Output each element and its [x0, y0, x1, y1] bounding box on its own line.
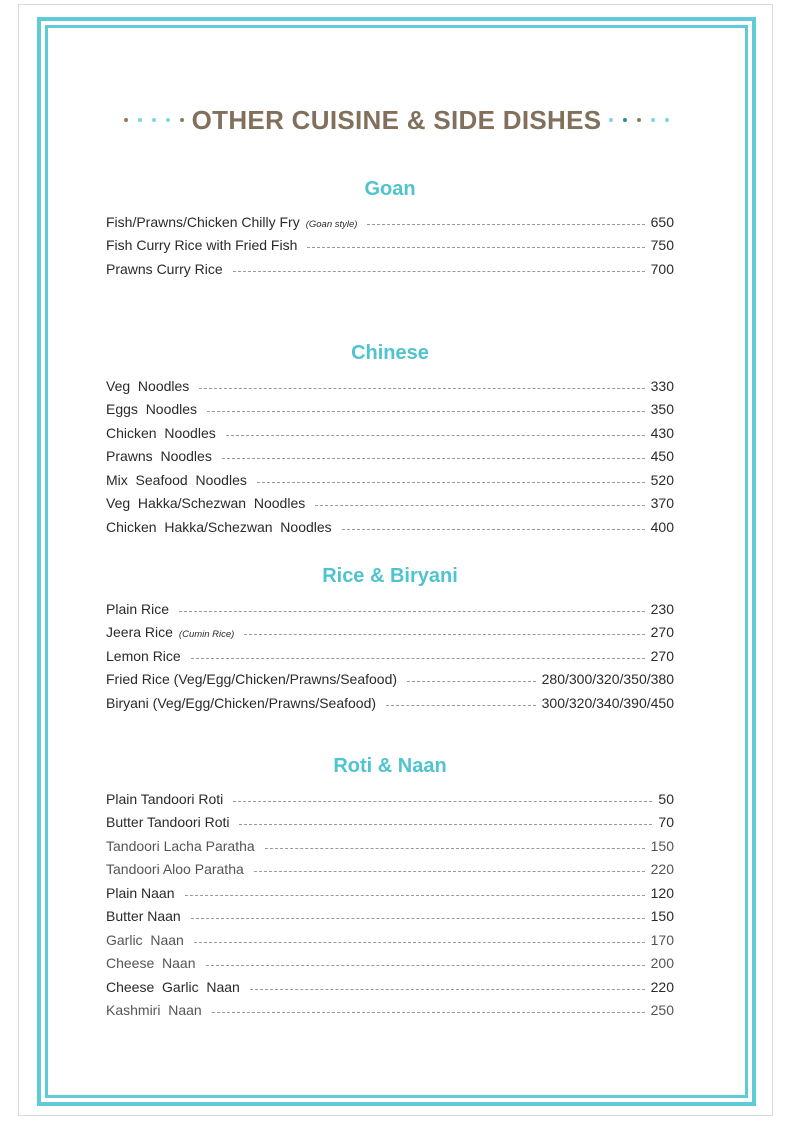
- section-title: Goan: [364, 178, 416, 200]
- item-price: 370: [650, 495, 674, 511]
- section-chinese: [106, 340, 674, 535]
- item-name: Mix Seafood Noodles: [106, 471, 247, 488]
- menu-item: [106, 511, 674, 535]
- item-price: 120: [650, 884, 674, 901]
- section-rice-biryani: [106, 563, 674, 711]
- item-name: Veg Hakka/Schezwan Noodles: [106, 495, 306, 511]
- menu-item: [106, 370, 674, 394]
- dot-icon: [665, 118, 669, 122]
- dotted-leader: [315, 505, 644, 506]
- item-price: 70: [658, 814, 674, 830]
- item-price: 200: [650, 955, 674, 971]
- menu-item: [106, 417, 674, 441]
- section-title: Roti & Naan: [333, 755, 447, 777]
- item-price: 270: [650, 624, 674, 640]
- item-name: Garlic Naan: [106, 931, 184, 948]
- item-name: Jeera Rice: [106, 624, 173, 640]
- menu-item: [106, 206, 674, 230]
- dot-icon: [138, 118, 142, 122]
- item-price: 270: [650, 647, 674, 664]
- item-name: Plain Tandoori Roti: [106, 790, 224, 807]
- item-name: Plain Naan: [106, 884, 175, 901]
- item-price: 520: [650, 471, 674, 488]
- item-price: 220: [650, 861, 674, 877]
- dot-icon: [651, 118, 655, 122]
- item-price: 250: [650, 1002, 674, 1018]
- item-name: Fish Curry Rice with Fried Fish: [106, 237, 298, 253]
- item-name: Butter Naan: [106, 908, 181, 924]
- item-price: 300/320/340/390/450: [541, 694, 674, 711]
- menu-item: [106, 854, 674, 878]
- item-price: 220: [650, 978, 674, 995]
- menu-item: [106, 593, 674, 617]
- item-price: 170: [650, 931, 674, 948]
- item-name: Cheese Naan: [106, 955, 196, 971]
- dotted-leader: [222, 458, 645, 459]
- item-name: Fried Rice (Veg/Egg/Chicken/Prawns/Seafood): [106, 671, 398, 687]
- item-name: Prawns Noodles: [106, 448, 212, 464]
- item-name: Eggs Noodles: [106, 401, 198, 417]
- menu-item: [106, 464, 674, 488]
- item-price: 230: [650, 600, 674, 617]
- item-price: 150: [650, 908, 674, 924]
- menu-item: [106, 783, 674, 807]
- section-title: Rice & Biryani: [322, 565, 458, 587]
- item-name: Prawns Curry Rice: [106, 260, 223, 277]
- menu-item: [106, 901, 674, 925]
- dotted-leader: [250, 989, 645, 990]
- menu-item: [106, 924, 674, 948]
- dotted-leader: [207, 411, 645, 412]
- menu-item: [106, 394, 674, 418]
- menu-item: [106, 877, 674, 901]
- dotted-leader: [367, 224, 644, 225]
- item-name: Chicken Hakka/Schezwan Noodles: [106, 518, 332, 535]
- title-dots-left: [124, 118, 184, 122]
- menu-item: [106, 617, 674, 641]
- item-price: 400: [650, 518, 674, 535]
- dotted-leader: [239, 824, 652, 825]
- page-title-row: [0, 100, 793, 140]
- item-name: Butter Tandoori Roti: [106, 814, 230, 830]
- item-name: Kashmiri Naan: [106, 1002, 202, 1018]
- menu-item: [106, 830, 674, 854]
- item-name: Biryani (Veg/Egg/Chicken/Prawns/Seafood): [106, 694, 377, 711]
- dotted-leader: [386, 705, 536, 706]
- dot-icon: [609, 118, 613, 122]
- dot-icon: [166, 118, 170, 122]
- item-name: Plain Rice: [106, 600, 170, 617]
- item-name: Cheese Garlic Naan: [106, 978, 240, 995]
- dotted-leader: [254, 871, 645, 872]
- dotted-leader: [407, 681, 536, 682]
- dotted-leader: [191, 918, 645, 919]
- dot-icon: [637, 118, 641, 122]
- menu-item: [106, 664, 674, 688]
- item-name: Tandoori Lacha Paratha: [106, 837, 255, 854]
- item-price: 450: [650, 448, 674, 464]
- item-price: 350: [650, 401, 674, 417]
- item-price: 750: [650, 237, 674, 253]
- item-note: (Goan style): [305, 218, 358, 230]
- item-name: Lemon Rice: [106, 647, 181, 664]
- menu-item: [106, 230, 674, 254]
- menu-item: [106, 441, 674, 465]
- item-price: 50: [658, 790, 674, 807]
- dotted-leader: [233, 271, 645, 272]
- dotted-leader: [191, 658, 645, 659]
- item-name: Chicken Noodles: [106, 424, 216, 441]
- menu-item: [106, 640, 674, 664]
- dot-icon: [180, 118, 184, 122]
- section-title: Chinese: [351, 342, 429, 364]
- item-price: 430: [650, 424, 674, 441]
- dotted-leader: [212, 1012, 645, 1013]
- dotted-leader: [185, 895, 645, 896]
- item-price: 330: [650, 377, 674, 394]
- item-price: 280/300/320/350/380: [541, 671, 674, 687]
- dot-icon: [623, 118, 627, 122]
- dotted-leader: [233, 801, 652, 802]
- item-note: (Cumin Rice): [178, 629, 235, 640]
- item-price: 150: [650, 837, 674, 854]
- dotted-leader: [244, 634, 644, 635]
- dot-icon: [124, 118, 128, 122]
- dotted-leader: [342, 529, 645, 530]
- title-dots-right: [609, 118, 669, 122]
- dotted-leader: [307, 247, 644, 248]
- menu-item: [106, 807, 674, 831]
- menu-item: [106, 488, 674, 512]
- dotted-leader: [206, 965, 645, 966]
- dotted-leader: [257, 482, 645, 483]
- menu-item: [106, 948, 674, 972]
- item-name: Tandoori Aloo Paratha: [106, 861, 244, 877]
- section-goan: [106, 176, 674, 277]
- menu-item: [106, 971, 674, 995]
- page-title: OTHER CUISINE & SIDE DISHES: [191, 104, 602, 135]
- item-name: Fish/Prawns/Chicken Chilly Fry: [106, 213, 300, 230]
- menu-item: [106, 253, 674, 277]
- item-name: Veg Noodles: [106, 377, 190, 394]
- section-roti-naan: [106, 753, 674, 1018]
- dotted-leader: [199, 388, 644, 389]
- dotted-leader: [226, 435, 645, 436]
- item-price: 650: [650, 213, 674, 230]
- menu-item: [106, 995, 674, 1019]
- dotted-leader: [179, 611, 645, 612]
- menu-item: [106, 687, 674, 711]
- dotted-leader: [194, 942, 645, 943]
- dotted-leader: [265, 848, 645, 849]
- item-price: 700: [650, 260, 674, 277]
- dot-icon: [152, 118, 156, 122]
